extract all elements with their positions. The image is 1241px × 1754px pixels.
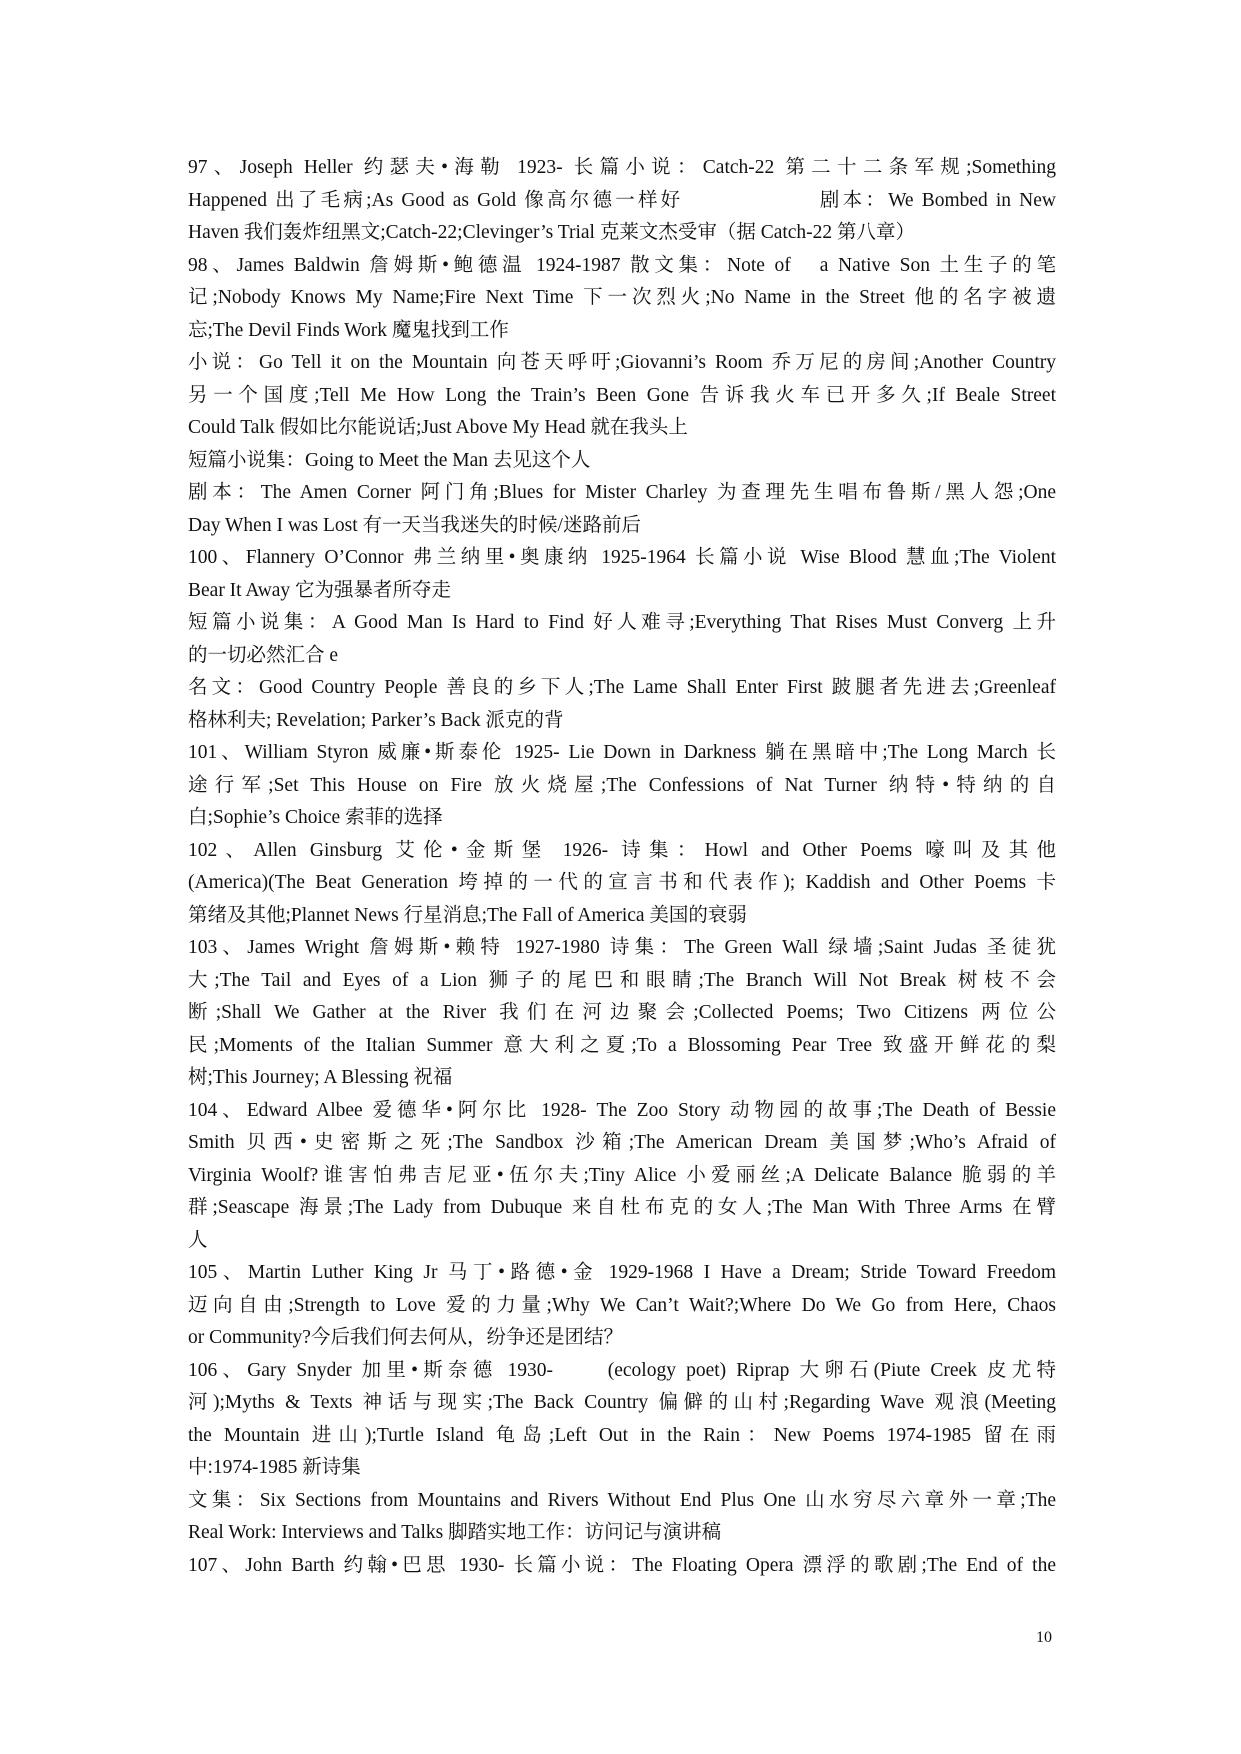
- text-line: 104、Edward Albee 爱德华•阿尔比 1928- The Zoo Story 动物园的故事;The Death of Bessie: [188, 1099, 1056, 1121]
- text-line: Smith 贝西•史密斯之死;The Sandbox 沙箱;The American Dream 美国梦;Who’s Afraid of: [188, 1132, 1056, 1153]
- text-line: 树;This Journey; A Blessing 祝福: [188, 1067, 453, 1088]
- text-line: 中:1974-1985 新诗集: [188, 1457, 361, 1478]
- text-line: 101、William Styron 威廉•斯泰伦 1925- Lie Down in Darkness 躺在黑暗中;The Long March 长: [188, 742, 1056, 763]
- text-line: the Mountain 进山);Turtle Island 龟岛;Left Out in the Rain：New Poems 1974-1985 留在雨: [188, 1424, 1056, 1446]
- text-line: 103、James Wright 詹姆斯•赖特 1927-1980 诗集：The Green Wall 绿墙;Saint Judas 圣徒犹: [188, 937, 1056, 958]
- text-line: 格林利夫; Revelation; Parker’s Back 派克的背: [188, 709, 564, 731]
- body-text: [188, 152, 1056, 1582]
- text-line: 剧本：The Amen Corner 阿门角;Blues for Mister Charley 为查理先生唱布鲁斯/黑人怨;One: [188, 482, 1056, 503]
- text-line: 名文：Good Country People 善良的乡下人;The Lame Shall Enter First 跛腿者先进去;Greenleaf: [188, 677, 1056, 698]
- text-line: Virginia Woolf?谁害怕弗吉尼亚•伍尔夫;Tiny Alice 小爱丽丝;A Delicate Balance 脆弱的羊: [188, 1164, 1056, 1186]
- text-line: 97、Joseph Heller 约瑟夫•海勒 1923- 长篇小说：Catch-22 第二十二条军规;Something: [188, 157, 1056, 178]
- text-line: 大;The Tail and Eyes of a Lion 狮子的尾巴和眼睛;The Branch Will Not Break 树枝不会: [188, 969, 1056, 991]
- text-line: 105、Martin Luther King Jr 马丁•路德•金 1929-1968 I Have a Dream; Stride Toward Freedom: [188, 1262, 1056, 1283]
- text-line: 群;Seascape 海景;The Lady from Dubuque 来自杜布克的女人;The Man With Three Arms 在臂: [188, 1197, 1056, 1218]
- text-line: 文集：Six Sections from Mountains and Rivers Without End Plus One 山水穷尽六章外一章;The: [188, 1489, 1056, 1511]
- text-line: 98、James Baldwin 詹姆斯•鲍德温 1924-1987 散文集：Note of a Native Son 土生子的笔: [188, 254, 1056, 276]
- text-line: 100、Flannery O’Connor 弗兰纳里•奥康纳 1925-1964 长篇小说 Wise Blood 慧血;The Violent: [188, 547, 1056, 568]
- text-line: 106、Gary Snyder 加里•斯奈德 1930- (ecology poet) Riprap 大卵石(Piute Creek 皮尤特: [188, 1359, 1056, 1381]
- text-line: 河);Myths & Texts 神话与现实;The Back Country 偏僻的山村;Regarding Wave 观浪(Meeting: [188, 1392, 1056, 1413]
- text-line: 忘;The Devil Finds Work 魔鬼找到工作: [188, 319, 509, 341]
- text-line: Could Talk 假如比尔能说话;Just Above My Head 就在我头上: [188, 417, 688, 438]
- text-line: 民;Moments of the Italian Summer 意大利之夏;To a Blossoming Pear Tree 致盛开鲜花的梨: [188, 1034, 1056, 1056]
- text-line: 断;Shall We Gather at the River 我们在河边聚会;Collected Poems; Two Citizens 两位公: [188, 1002, 1056, 1023]
- text-line: 第绪及其他;Plannet News 行星消息;The Fall of America 美国的衰弱: [188, 904, 747, 926]
- text-line: Bear It Away 它为强暴者所夺走: [188, 579, 452, 601]
- text-line: 小说：Go Tell it on the Mountain 向苍天呼吁;Giovanni’s Room 乔万尼的房间;Another Country: [188, 352, 1056, 373]
- text-line: (America)(The Beat Generation 垮掉的一代的宣言书和代表作); Kaddish and Other Poems 卡: [188, 872, 1056, 893]
- text-line: 白;Sophie’s Choice 索菲的选择: [188, 807, 443, 828]
- text-line: 人: [188, 1229, 208, 1251]
- text-line: 短篇小说集：A Good Man Is Hard to Find 好人难寻;Everything That Rises Must Converg 上升: [188, 612, 1056, 633]
- text-line: 记;Nobody Knows My Name;Fire Next Time 下一次烈火;No Name in the Street 他的名字被遗: [188, 287, 1056, 308]
- page-number: 10: [1036, 1629, 1052, 1646]
- text-line: 途行军;Set This House on Fire 放火烧屋;The Confessions of Nat Turner 纳特•特纳的自: [188, 774, 1056, 796]
- text-line: 短篇小说集：Going to Meet the Man 去见这个人: [188, 449, 591, 471]
- text-line: Haven 我们轰炸纽黑文;Catch-22;Clevinger’s Trial 克莱文杰受审（据 Catch-22 第八章）: [188, 222, 916, 243]
- text-line: 迈向自由;Strength to Love 爱的力量;Why We Can’t Wait?;Where Do We Go from Here, Chaos: [188, 1294, 1056, 1316]
- text-line: 另一个国度;Tell Me How Long the Train’s Been Gone 告诉我火车已开多久;If Beale Street: [188, 384, 1056, 406]
- text-line: or Community?今后我们何去何从，纷争还是团结？: [188, 1327, 623, 1348]
- text-line: Real Work: Interviews and Talks 脚踏实地工作：访问记与演讲稿: [188, 1522, 722, 1543]
- text-line: 107、John Barth 约翰•巴思 1930- 长篇小说：The Floating Opera 漂浮的歌剧;The End of the: [188, 1554, 1056, 1576]
- text-line: Day When I was Lost 有一天当我迷失的时候/迷路前后: [188, 514, 641, 536]
- text-line: 的一切必然汇合 e: [188, 644, 339, 666]
- text-line: 102、Allen Ginsburg 艾伦•金斯堡 1926- 诗集：Howl and Other Poems 嚎叫及其他: [188, 839, 1056, 861]
- text-line: Happened 出了毛病;As Good as Gold 像高尔德一样好 剧本：We Bombed in New: [188, 189, 1056, 211]
